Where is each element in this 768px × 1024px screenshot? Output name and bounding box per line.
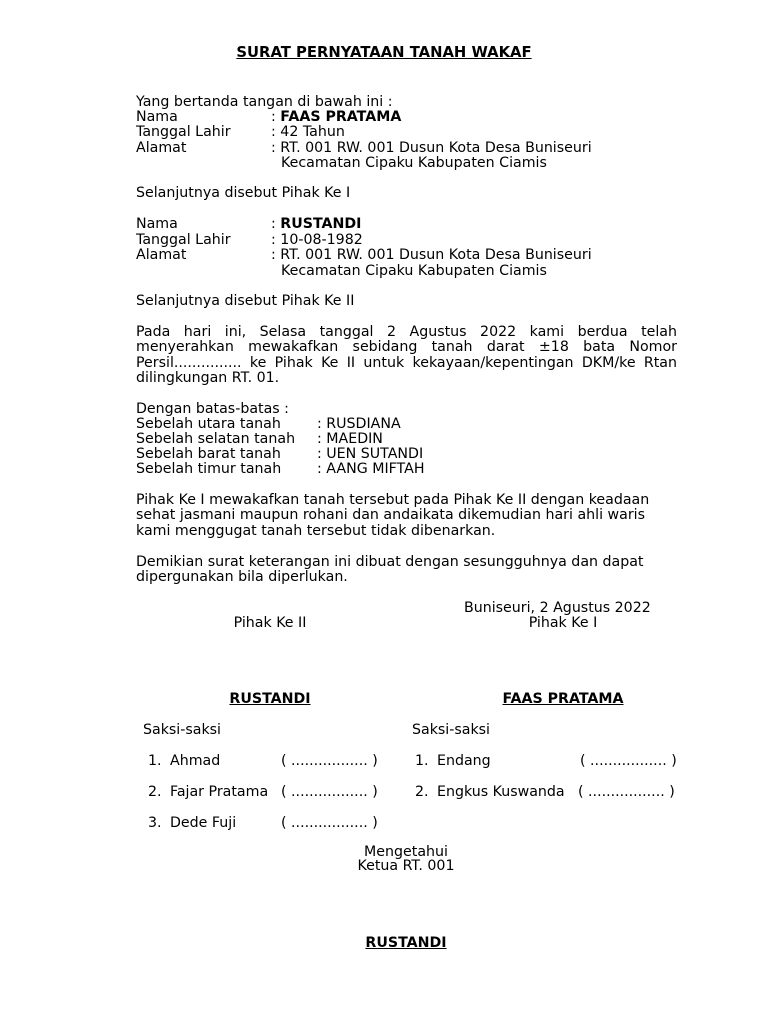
boundary-south-value: : MAEDIN (317, 431, 383, 447)
transfer-paragraph: Pada hari ini, Selasa tanggal 2 Agustus 2022 kami berdua telah menyerahkan mewakafkan sebidang tanah darat ±18 bata Nomor Persil............... ke Pihak Ke II untuk kekayaan/kepentingan DKM/ke Rtan dilingkungan RT. 01. (136, 324, 677, 386)
witnesses-left-heading: Saksi-saksi (143, 722, 222, 738)
party1-dob-value: 42 Tahun (280, 124, 345, 140)
boundary-south-label: Sebelah selatan tanah (136, 431, 296, 447)
place-date: Buniseuri, 2 Agustus 2022 (464, 600, 651, 616)
party2-dob-value: 10-08-1982 (280, 232, 363, 248)
party1-name-value: FAAS PRATAMA (280, 109, 402, 125)
witnesses-right-heading: Saksi-saksi (412, 722, 491, 738)
party2-dob: : 10-08-1982 (271, 232, 363, 248)
party1-name: : FAAS PRATAMA (271, 109, 402, 125)
acknowledgement-line1: Mengetahui (364, 844, 448, 860)
party2-address-line1: RT. 001 RW. 001 Dusun Kota Desa Buniseuri (280, 247, 592, 263)
witness-right-1-signature: ( ................. ) (580, 753, 677, 769)
boundaries-heading: Dengan batas-batas : (136, 401, 289, 417)
boundary-west-label: Sebelah barat tanah (136, 446, 281, 462)
signature-name-right: FAAS PRATAMA (502, 691, 624, 707)
closing-paragraph: Demikian surat keterangan ini dibuat dengan sesungguhnya dan dapat dipergunakan bila diperlukan. (136, 554, 644, 586)
boundary-east-value: : AANG MIFTAH (317, 461, 425, 477)
party2-address-label: Alamat (136, 247, 187, 263)
acknowledgement-line2: Ketua RT. 001 (357, 858, 455, 874)
boundary-west-value: : UEN SUTANDI (317, 446, 424, 462)
party2-name-value: RUSTANDI (280, 216, 362, 232)
party1-address-line2: Kecamatan Cipaku Kabupaten Ciamis (281, 155, 547, 171)
signature-name-left: RUSTANDI (229, 691, 311, 707)
intro-text: Yang bertanda tangan di bawah ini : (136, 94, 393, 110)
party2-designation: Selanjutnya disebut Pihak Ke II (136, 293, 355, 309)
statement-paragraph: Pihak Ke I mewakafkan tanah tersebut pada Pihak Ke II dengan keadaan sehat jasmani maupun rohani dan andaikata dikemudian hari ahli waris kami menggugat tanah tersebut tidak dibenarkan. (136, 492, 650, 539)
witness-left-1-number: 1. (148, 753, 162, 769)
party1-name-label: Nama (136, 109, 178, 125)
boundary-north-label: Sebelah utara tanah (136, 416, 281, 432)
party1-dob-label: Tanggal Lahir (136, 124, 231, 140)
boundary-north-value: : RUSDIANA (317, 416, 401, 432)
party1-address-line1: RT. 001 RW. 001 Dusun Kota Desa Buniseuri (280, 140, 592, 156)
witness-left-3-number: 3. (148, 815, 162, 831)
witness-right-2-signature: ( ................. ) (578, 784, 675, 800)
party1-dob: : 42 Tahun (271, 124, 345, 140)
witness-right-2-name: Engkus Kuswanda (437, 784, 565, 800)
acknowledgement-name: RUSTANDI (365, 935, 447, 951)
witness-left-2-name: Fajar Pratama (170, 784, 269, 800)
party2-address: : RT. 001 RW. 001 Dusun Kota Desa Buniseuri (271, 247, 592, 263)
party2-name-label: Nama (136, 216, 178, 232)
party1-address-label: Alamat (136, 140, 187, 156)
witness-left-2-number: 2. (148, 784, 162, 800)
witness-right-2-number: 2. (415, 784, 429, 800)
party1-address: : RT. 001 RW. 001 Dusun Kota Desa Buniseuri (271, 140, 592, 156)
party2-dob-label: Tanggal Lahir (136, 232, 231, 248)
witness-right-1-name: Endang (437, 753, 491, 769)
witness-left-3-name: Dede Fuji (170, 815, 237, 831)
party2-name: : RUSTANDI (271, 216, 362, 232)
party1-designation: Selanjutnya disebut Pihak Ke I (136, 185, 351, 201)
witness-right-1-number: 1. (415, 753, 429, 769)
signature-role-right: Pihak Ke I (528, 615, 598, 631)
party2-address-line2: Kecamatan Cipaku Kabupaten Ciamis (281, 263, 547, 279)
document-title: SURAT PERNYATAAN TANAH WAKAF (236, 44, 532, 61)
witness-left-2-signature: ( ................. ) (281, 784, 378, 800)
signature-role-left: Pihak Ke II (233, 615, 307, 631)
witness-left-1-signature: ( ................. ) (281, 753, 378, 769)
witness-left-1-name: Ahmad (170, 753, 221, 769)
witness-left-3-signature: ( ................. ) (281, 815, 378, 831)
boundary-east-label: Sebelah timur tanah (136, 461, 282, 477)
